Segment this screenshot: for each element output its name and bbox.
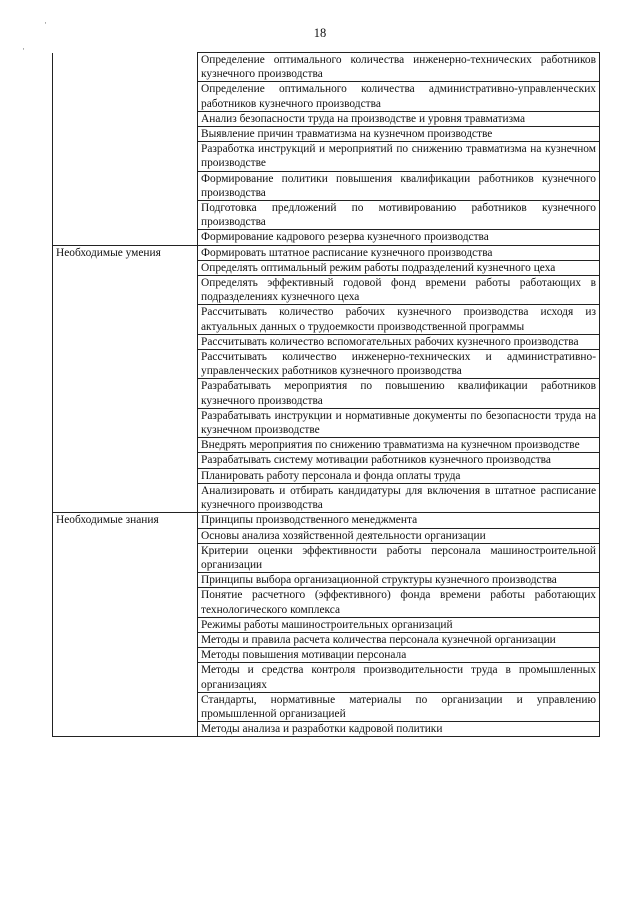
section-label-cell	[53, 483, 198, 512]
section-label-cell: Необходимые умения	[53, 245, 198, 260]
table-row	[53, 201, 600, 230]
section-label-cell	[53, 201, 198, 230]
table-row	[53, 648, 600, 663]
requirement-cell: Критерии оценки эффективности работы персонала машиностроительной организации	[198, 543, 600, 572]
section-label-cell	[53, 468, 198, 483]
section-label-cell	[53, 276, 198, 305]
section-label-cell	[53, 379, 198, 408]
table-row	[53, 468, 600, 483]
table-row	[53, 127, 600, 142]
requirement-cell: Определение оптимального количества административно-управленческих работников кузнечного производства	[198, 82, 600, 111]
table-row	[53, 663, 600, 692]
section-label-cell	[53, 111, 198, 126]
table-row	[53, 722, 600, 737]
section-label-cell	[53, 617, 198, 632]
requirement-cell: Планировать работу персонала и фонда оплаты труда	[198, 468, 600, 483]
requirement-cell: Принципы производственного менеджмента	[198, 513, 600, 528]
table-row	[53, 617, 600, 632]
section-label-cell	[53, 53, 198, 82]
requirement-cell: Формирование политики повышения квалификации работников кузнечного производства	[198, 171, 600, 200]
section-label-cell	[53, 722, 198, 737]
requirement-cell: Анализировать и отбирать кандидатуры для включения в штатное расписание кузнечного производства	[198, 483, 600, 512]
requirement-cell: Методы и правила расчета количества персонала кузнечной организации	[198, 632, 600, 647]
scan-speck: ·	[22, 44, 25, 54]
requirements-table	[52, 52, 600, 737]
table-row	[53, 379, 600, 408]
section-label-cell	[53, 573, 198, 588]
table-row	[53, 276, 600, 305]
requirement-cell: Разрабатывать систему мотивации работников кузнечного производства	[198, 453, 600, 468]
section-label-cell	[53, 543, 198, 572]
table-row	[53, 528, 600, 543]
section-label-cell	[53, 127, 198, 142]
requirement-cell: Рассчитывать количество рабочих кузнечного производства исходя из актуальных данных о трудоемкости производственной программы	[198, 305, 600, 334]
requirement-cell: Разрабатывать инструкции и нормативные документы по безопасности труда на кузнечном производстве	[198, 408, 600, 437]
table-row	[53, 588, 600, 617]
table-row	[53, 334, 600, 349]
table-row	[53, 82, 600, 111]
table-row	[53, 543, 600, 572]
requirement-cell: Определять оптимальный режим работы подразделений кузнечного цеха	[198, 260, 600, 275]
table-row	[53, 632, 600, 647]
requirement-cell: Рассчитывать количество инженерно-технических и административно-управленческих работников кузнечного производства	[198, 350, 600, 379]
scan-speck: ·	[44, 18, 47, 28]
requirement-cell: Режимы работы машиностроительных организаций	[198, 617, 600, 632]
table-row	[53, 408, 600, 437]
requirement-cell: Подготовка предложений по мотивированию работников кузнечного производства	[198, 201, 600, 230]
section-label-cell	[53, 171, 198, 200]
page-number: 18	[313, 26, 327, 40]
requirement-cell: Принципы выбора организационной структуры кузнечного производства	[198, 573, 600, 588]
section-label-cell	[53, 588, 198, 617]
requirement-cell: Методы и средства контроля производительности труда в промышленных организациях	[198, 663, 600, 692]
requirement-cell: Определение оптимального количества инженерно-технических работников кузнечного производства	[198, 53, 600, 82]
table-row	[53, 483, 600, 512]
requirement-cell: Разработка инструкций и мероприятий по снижению травматизма на кузнечном производстве	[198, 142, 600, 171]
table-row	[53, 305, 600, 334]
table-row	[53, 513, 600, 528]
section-label-cell	[53, 632, 198, 647]
section-label-cell	[53, 453, 198, 468]
requirement-cell: Внедрять мероприятия по снижению травматизма на кузнечном производстве	[198, 438, 600, 453]
section-label-cell	[53, 408, 198, 437]
table-row	[53, 142, 600, 171]
table-row	[53, 453, 600, 468]
table-row	[53, 171, 600, 200]
requirement-cell: Методы повышения мотивации персонала	[198, 648, 600, 663]
requirement-cell: Формирование кадрового резерва кузнечного производства	[198, 230, 600, 245]
section-label-cell: Необходимые знания	[53, 513, 198, 528]
requirement-cell: Понятие расчетного (эффективного) фонда времени работы работающих технологического комплекса	[198, 588, 600, 617]
table-row	[53, 573, 600, 588]
requirement-cell: Определять эффективный годовой фонд времени работы работающих в подразделениях кузнечного цеха	[198, 276, 600, 305]
requirement-cell: Основы анализа хозяйственной деятельности организации	[198, 528, 600, 543]
section-label-cell	[53, 260, 198, 275]
table-row	[53, 692, 600, 721]
table-row	[53, 245, 600, 260]
section-label-cell	[53, 438, 198, 453]
section-label-cell	[53, 142, 198, 171]
table-row	[53, 260, 600, 275]
requirement-cell: Стандарты, нормативные материалы по организации и управлению промышленной организацией	[198, 692, 600, 721]
table-row	[53, 53, 600, 82]
table-row	[53, 438, 600, 453]
table-row	[53, 350, 600, 379]
requirement-cell: Анализ безопасности труда на производстве и уровня травматизма	[198, 111, 600, 126]
requirement-cell: Рассчитывать количество вспомогательных рабочих кузнечного производства	[198, 334, 600, 349]
requirement-cell: Формировать штатное расписание кузнечного производства	[198, 245, 600, 260]
section-label-cell	[53, 350, 198, 379]
section-label-cell	[53, 692, 198, 721]
section-label-cell	[53, 230, 198, 245]
section-label-cell	[53, 305, 198, 334]
table-row	[53, 111, 600, 126]
section-label-cell	[53, 663, 198, 692]
section-label-cell	[53, 82, 198, 111]
section-label-cell	[53, 648, 198, 663]
section-label-cell	[53, 528, 198, 543]
section-label-cell	[53, 334, 198, 349]
requirement-cell: Методы анализа и разработки кадровой политики	[198, 722, 600, 737]
table-row	[53, 230, 600, 245]
requirement-cell: Разрабатывать мероприятия по повышению квалификации работников кузнечного производства	[198, 379, 600, 408]
requirement-cell: Выявление причин травматизма на кузнечном производстве	[198, 127, 600, 142]
